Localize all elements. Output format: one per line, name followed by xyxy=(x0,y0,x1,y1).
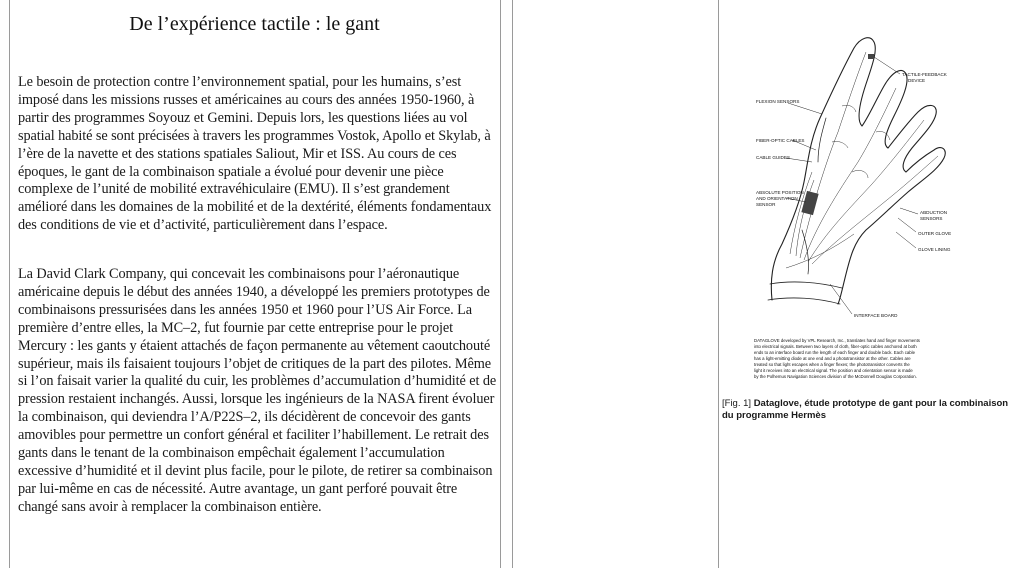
label-glove-lining: GLOVE LINING xyxy=(918,247,951,252)
page-title: De l’expérience tactile : le gant xyxy=(129,13,380,35)
text-column xyxy=(10,0,499,568)
label-cable-guides: CABLE GUIDES xyxy=(756,155,790,160)
paragraph-1: Le besoin de protection contre l’environnement spatial, pour les humains, s’est imposé dans les missions russes et américaines au cours des années 1950-1960, à partir des programmes Soyouz et Gemini. Depuis lors, les questions liées au vol spatial habité se sont précisées à travers les programmes Vostok, Apollo et Skylab, à l’ère de la navette et des stations spatiales Saliout, Mir et ISS. Au cours de ces époques, le gant de la combinaison spatiale a évolué pour devenir une pièce complexe de l’unité de mobilité extravéhiculaire (EMU). Il s’est grandement amélioré dans les domaines de la mobilité et de la dextérité, éléments fondamentaux des conditions de vie et d’activité, particulièrement dans l’espace. xyxy=(18,74,492,234)
figure-text-line-5: treated so that light escapes when a finger flexes; the phototransistor converts the xyxy=(754,362,910,367)
label-abs-3: SENSOR xyxy=(756,202,776,207)
label-tactile-1: TACTILE-FEEDBACK xyxy=(902,72,947,77)
figure-text-line-4: has a light-emitting diode at one end and a phototransistor at the other. Cables are xyxy=(754,356,911,361)
label-interface-board: INTERFACE BOARD xyxy=(854,313,898,318)
page-divider xyxy=(512,0,513,568)
dataglove-figure xyxy=(742,22,964,386)
label-fiber: FIBER-OPTIC CABLES xyxy=(756,138,805,143)
figure-text-line-3: ends to an interface board run the length of each finger and double back. Each cable xyxy=(754,350,916,355)
page-divider xyxy=(500,0,501,568)
label-abs-1: ABSOLUTE POSITION xyxy=(756,190,804,195)
page-divider xyxy=(718,0,719,568)
page-divider xyxy=(9,0,10,568)
caption-text: Dataglove, étude prototype de gant pour la combinaison du programme Hermès xyxy=(722,398,1009,421)
figure-text-line-1: DATAGLOVE developed by VPL Research, Inc., translates hand and finger movements xyxy=(754,338,920,343)
dataglove-illustration xyxy=(742,22,964,386)
figure-text-line-6: light it receives into an electrical signal. The position and orientation sensor is made xyxy=(754,368,913,373)
label-outer-glove: OUTER GLOVE xyxy=(918,231,952,236)
label-abs-2: AND ORIENTATION xyxy=(756,196,798,201)
tactile-device xyxy=(868,54,874,59)
label-abduction-2: SENSORS xyxy=(920,216,943,221)
fiber-optic-lines xyxy=(786,52,938,268)
label-abduction-1: ABDUCTION xyxy=(920,210,948,215)
figure-text-line-7: by the Polhemus Navigation Sciences division of the McDonnell Douglas Corporation. xyxy=(754,374,917,379)
caption-prefix: [Fig. 1] xyxy=(722,398,752,409)
figure-caption xyxy=(722,398,1014,422)
paragraph-2: La David Clark Company, qui concevait les combinaisons pour l’aéronautique américaine depuis le début des années 1940, a développé les premiers prototypes de combinaisons pressurisées dans les années 1950 et 1960 pour l’US Air Force. La première d’entre elles, la MC–2, fut fournie par cette entreprise pour le projet Mercury : les gants y étaient attachés de façon permanente au vêtement caoutchouté supérieur, mais ils faisaient toujours l’objet de critiques de la part des pilotes. Même si l’on faisait varier la qualité du cuir, les problèmes d’accumulation d’humidité et de pression restaient inchangés. Aussi, lorsque les ingénieurs de la NASA firent évoluer la combinaison, qui deviendra l’A/P22S–2, ils décidèrent de concevoir des gants amovibles pour permettre un confort général et faciliter l’habillement. Le retrait des gants dans le tenant de la combinaison empêchait également l’accumulation excessive d’humidité et il devint plus facile, pour le pilote, de retirer sa combinaison par lui-même en cas de nécessité. Autre avantage, un gant perforé pouvait être changé sans avoir à remplacer la combinaison entière. xyxy=(18,266,497,515)
label-tactile-2: DEVICE xyxy=(908,78,926,83)
figure-text-line-2: into electrical signals. Between two layers of cloth, fiber-optic cables anchored at both xyxy=(754,344,917,349)
callout-leaders xyxy=(786,57,918,314)
label-flexion: FLEXION SENSORS xyxy=(756,99,800,104)
